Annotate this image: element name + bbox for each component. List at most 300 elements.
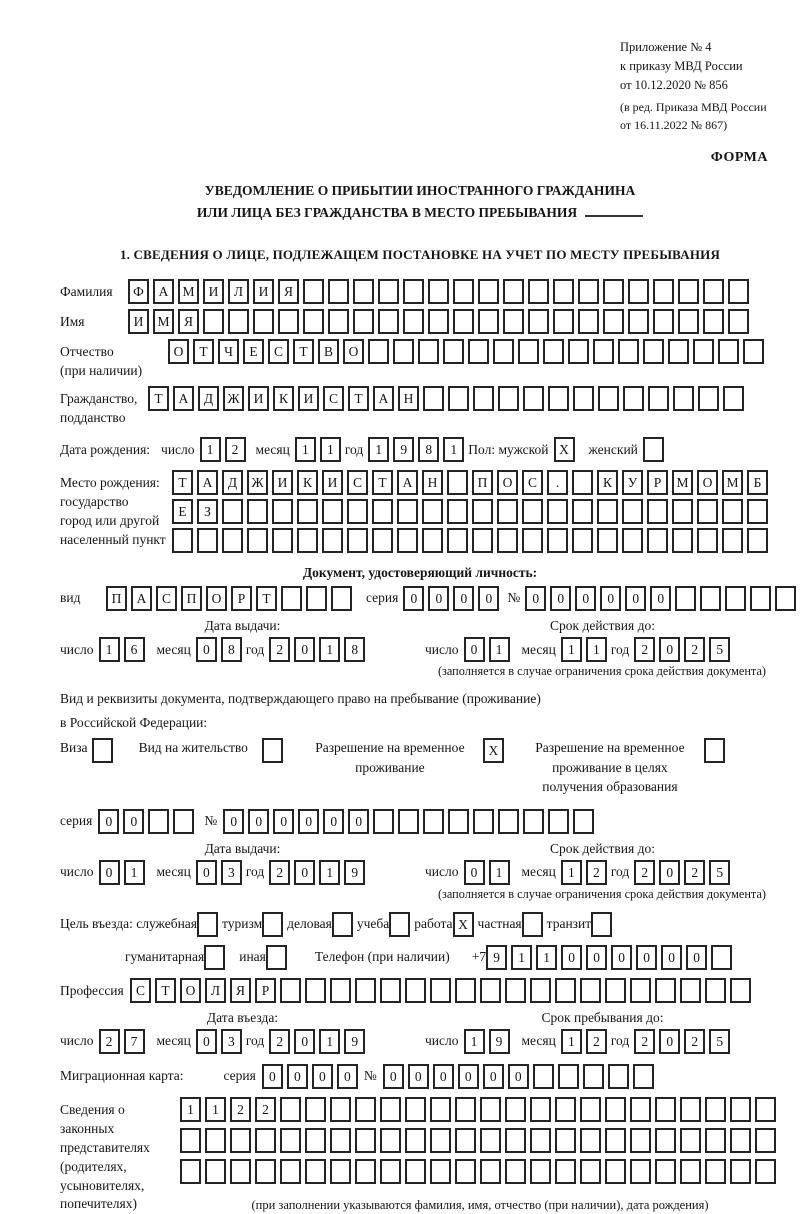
char-box[interactable] bbox=[555, 1097, 576, 1122]
char-box[interactable] bbox=[622, 528, 643, 553]
char-box[interactable]: З bbox=[197, 499, 218, 524]
char-box[interactable] bbox=[591, 912, 612, 937]
char-box[interactable] bbox=[203, 309, 224, 334]
char-box[interactable] bbox=[605, 1097, 626, 1122]
birth-year-boxes[interactable] bbox=[368, 437, 468, 462]
char-box[interactable]: 5 bbox=[709, 637, 730, 662]
char-box[interactable]: М bbox=[153, 309, 174, 334]
purpose-study-checkbox[interactable] bbox=[389, 912, 414, 937]
char-box[interactable] bbox=[603, 279, 624, 304]
char-box[interactable] bbox=[418, 339, 439, 364]
char-box[interactable]: 0 bbox=[337, 1064, 358, 1089]
char-box[interactable]: И bbox=[272, 470, 293, 495]
char-box[interactable] bbox=[297, 499, 318, 524]
char-box[interactable] bbox=[593, 339, 614, 364]
char-box[interactable]: Е bbox=[243, 339, 264, 364]
char-box[interactable] bbox=[580, 978, 601, 1003]
char-box[interactable]: Т bbox=[148, 386, 169, 411]
char-box[interactable] bbox=[725, 586, 746, 611]
char-box[interactable] bbox=[422, 528, 443, 553]
char-box[interactable] bbox=[573, 386, 594, 411]
char-box[interactable] bbox=[331, 586, 352, 611]
entry-day-boxes[interactable] bbox=[99, 1029, 149, 1054]
char-box[interactable]: Л bbox=[228, 279, 249, 304]
char-box[interactable] bbox=[204, 945, 225, 970]
char-box[interactable]: С bbox=[522, 470, 543, 495]
char-box[interactable] bbox=[280, 1128, 301, 1153]
char-box[interactable]: Я bbox=[278, 279, 299, 304]
char-box[interactable]: 0 bbox=[464, 860, 485, 885]
char-box[interactable]: 0 bbox=[428, 586, 449, 611]
permit-issue-day-boxes[interactable] bbox=[99, 860, 149, 885]
char-box[interactable] bbox=[747, 499, 768, 524]
char-box[interactable] bbox=[455, 1159, 476, 1184]
char-box[interactable] bbox=[398, 809, 419, 834]
char-box[interactable] bbox=[405, 1128, 426, 1153]
char-box[interactable]: 0 bbox=[659, 1029, 680, 1054]
char-box[interactable] bbox=[272, 499, 293, 524]
char-box[interactable] bbox=[305, 1097, 326, 1122]
char-box[interactable]: 5 bbox=[709, 1029, 730, 1054]
char-box[interactable] bbox=[605, 1159, 626, 1184]
char-box[interactable]: 0 bbox=[636, 945, 657, 970]
char-box[interactable] bbox=[705, 978, 726, 1003]
char-box[interactable] bbox=[628, 279, 649, 304]
purpose-work-checkbox[interactable] bbox=[453, 912, 478, 937]
mig-number-boxes[interactable] bbox=[383, 1064, 658, 1089]
char-box[interactable] bbox=[430, 978, 451, 1003]
char-box[interactable] bbox=[578, 309, 599, 334]
char-box[interactable] bbox=[397, 499, 418, 524]
char-box[interactable] bbox=[428, 279, 449, 304]
char-box[interactable] bbox=[630, 1097, 651, 1122]
doc-number-boxes[interactable] bbox=[525, 586, 800, 611]
char-box[interactable] bbox=[378, 309, 399, 334]
char-box[interactable]: А bbox=[397, 470, 418, 495]
char-box[interactable]: И bbox=[248, 386, 269, 411]
char-box[interactable] bbox=[322, 528, 343, 553]
char-box[interactable] bbox=[228, 309, 249, 334]
char-box[interactable] bbox=[448, 386, 469, 411]
char-box[interactable] bbox=[330, 1159, 351, 1184]
char-box[interactable]: 0 bbox=[586, 945, 607, 970]
char-box[interactable]: Р bbox=[647, 470, 668, 495]
char-box[interactable] bbox=[497, 499, 518, 524]
char-box[interactable] bbox=[222, 499, 243, 524]
char-box[interactable]: О bbox=[343, 339, 364, 364]
char-box[interactable] bbox=[455, 1128, 476, 1153]
char-box[interactable] bbox=[530, 1128, 551, 1153]
char-box[interactable]: X bbox=[453, 912, 474, 937]
char-box[interactable] bbox=[472, 499, 493, 524]
char-box[interactable] bbox=[278, 309, 299, 334]
char-box[interactable] bbox=[380, 1097, 401, 1122]
profession-boxes[interactable] bbox=[130, 978, 755, 1003]
char-box[interactable] bbox=[704, 738, 725, 763]
char-box[interactable]: 0 bbox=[294, 1029, 315, 1054]
char-box[interactable]: 1 bbox=[464, 1029, 485, 1054]
char-box[interactable] bbox=[597, 499, 618, 524]
char-box[interactable] bbox=[373, 809, 394, 834]
char-box[interactable] bbox=[405, 978, 426, 1003]
char-box[interactable] bbox=[605, 978, 626, 1003]
char-box[interactable]: 1 bbox=[205, 1097, 226, 1122]
char-box[interactable]: 0 bbox=[273, 809, 294, 834]
char-box[interactable]: К bbox=[273, 386, 294, 411]
char-box[interactable] bbox=[723, 386, 744, 411]
char-box[interactable] bbox=[281, 586, 302, 611]
char-box[interactable] bbox=[480, 1097, 501, 1122]
char-box[interactable] bbox=[328, 309, 349, 334]
char-box[interactable]: А bbox=[197, 470, 218, 495]
char-box[interactable]: Т bbox=[193, 339, 214, 364]
char-box[interactable] bbox=[547, 499, 568, 524]
char-box[interactable] bbox=[306, 586, 327, 611]
char-box[interactable]: П bbox=[472, 470, 493, 495]
purpose-other-checkbox[interactable] bbox=[266, 945, 291, 970]
char-box[interactable] bbox=[680, 1159, 701, 1184]
char-box[interactable]: 1 bbox=[319, 637, 340, 662]
char-box[interactable]: 0 bbox=[262, 1064, 283, 1089]
char-box[interactable] bbox=[522, 528, 543, 553]
char-box[interactable] bbox=[92, 738, 113, 763]
doc-issue-day-boxes[interactable] bbox=[99, 637, 149, 662]
char-box[interactable]: 0 bbox=[433, 1064, 454, 1089]
char-box[interactable] bbox=[272, 528, 293, 553]
char-box[interactable] bbox=[247, 528, 268, 553]
char-box[interactable] bbox=[253, 309, 274, 334]
char-box[interactable] bbox=[711, 945, 732, 970]
char-box[interactable] bbox=[455, 1097, 476, 1122]
char-box[interactable] bbox=[680, 1097, 701, 1122]
char-box[interactable] bbox=[558, 1064, 579, 1089]
char-box[interactable]: 0 bbox=[287, 1064, 308, 1089]
char-box[interactable]: 1 bbox=[536, 945, 557, 970]
char-box[interactable]: 3 bbox=[221, 1029, 242, 1054]
char-box[interactable] bbox=[443, 339, 464, 364]
char-box[interactable]: 8 bbox=[418, 437, 439, 462]
char-box[interactable]: 2 bbox=[684, 637, 705, 662]
char-box[interactable]: 5 bbox=[709, 860, 730, 885]
char-box[interactable] bbox=[530, 1159, 551, 1184]
birth-day-boxes[interactable] bbox=[200, 437, 250, 462]
char-box[interactable] bbox=[568, 339, 589, 364]
char-box[interactable]: Е bbox=[172, 499, 193, 524]
char-box[interactable]: К bbox=[297, 470, 318, 495]
char-box[interactable]: 0 bbox=[525, 586, 546, 611]
char-box[interactable]: Т bbox=[293, 339, 314, 364]
char-box[interactable]: И bbox=[322, 470, 343, 495]
char-box[interactable]: О bbox=[206, 586, 227, 611]
char-box[interactable] bbox=[755, 1159, 776, 1184]
char-box[interactable]: 1 bbox=[561, 1029, 582, 1054]
char-box[interactable]: 0 bbox=[686, 945, 707, 970]
char-box[interactable]: 0 bbox=[408, 1064, 429, 1089]
char-box[interactable]: 2 bbox=[269, 860, 290, 885]
char-box[interactable] bbox=[493, 339, 514, 364]
char-box[interactable] bbox=[728, 279, 749, 304]
char-box[interactable]: 0 bbox=[383, 1064, 404, 1089]
char-box[interactable] bbox=[653, 309, 674, 334]
char-box[interactable] bbox=[305, 1128, 326, 1153]
char-box[interactable]: 1 bbox=[320, 437, 341, 462]
char-box[interactable]: 6 bbox=[124, 637, 145, 662]
char-box[interactable]: Т bbox=[172, 470, 193, 495]
char-box[interactable]: 0 bbox=[458, 1064, 479, 1089]
char-box[interactable]: И bbox=[253, 279, 274, 304]
char-box[interactable] bbox=[680, 1128, 701, 1153]
char-box[interactable] bbox=[423, 386, 444, 411]
stay-day-boxes[interactable] bbox=[464, 1029, 514, 1054]
char-box[interactable]: X bbox=[483, 738, 504, 763]
entry-year-boxes[interactable] bbox=[269, 1029, 369, 1054]
char-box[interactable] bbox=[680, 978, 701, 1003]
char-box[interactable] bbox=[230, 1159, 251, 1184]
phone-boxes[interactable] bbox=[486, 945, 736, 970]
char-box[interactable] bbox=[330, 1128, 351, 1153]
char-box[interactable] bbox=[172, 528, 193, 553]
char-box[interactable] bbox=[703, 309, 724, 334]
char-box[interactable] bbox=[453, 309, 474, 334]
char-box[interactable]: С bbox=[130, 978, 151, 1003]
char-box[interactable] bbox=[630, 978, 651, 1003]
char-box[interactable] bbox=[743, 339, 764, 364]
char-box[interactable] bbox=[372, 528, 393, 553]
char-box[interactable]: К bbox=[597, 470, 618, 495]
title-blank-line[interactable] bbox=[585, 203, 643, 217]
char-box[interactable] bbox=[197, 528, 218, 553]
char-box[interactable] bbox=[480, 978, 501, 1003]
char-box[interactable] bbox=[750, 586, 771, 611]
char-box[interactable]: 3 bbox=[221, 860, 242, 885]
char-box[interactable] bbox=[548, 386, 569, 411]
char-box[interactable]: 0 bbox=[600, 586, 621, 611]
char-box[interactable]: 0 bbox=[575, 586, 596, 611]
char-box[interactable]: 0 bbox=[248, 809, 269, 834]
permit-issue-month-boxes[interactable] bbox=[196, 860, 246, 885]
char-box[interactable] bbox=[423, 809, 444, 834]
char-box[interactable] bbox=[473, 386, 494, 411]
char-box[interactable] bbox=[280, 978, 301, 1003]
char-box[interactable]: С bbox=[323, 386, 344, 411]
char-box[interactable] bbox=[447, 528, 468, 553]
char-box[interactable] bbox=[528, 309, 549, 334]
char-box[interactable]: 9 bbox=[489, 1029, 510, 1054]
char-box[interactable]: Р bbox=[231, 586, 252, 611]
visa-checkbox[interactable] bbox=[92, 738, 117, 763]
char-box[interactable] bbox=[330, 1097, 351, 1122]
char-box[interactable] bbox=[548, 809, 569, 834]
char-box[interactable] bbox=[555, 1128, 576, 1153]
char-box[interactable] bbox=[397, 528, 418, 553]
char-box[interactable]: Н bbox=[422, 470, 443, 495]
char-box[interactable] bbox=[448, 809, 469, 834]
mig-series-boxes[interactable] bbox=[262, 1064, 362, 1089]
char-box[interactable]: 0 bbox=[196, 860, 217, 885]
char-box[interactable] bbox=[655, 1097, 676, 1122]
char-box[interactable] bbox=[730, 1128, 751, 1153]
char-box[interactable] bbox=[672, 528, 693, 553]
char-box[interactable] bbox=[572, 470, 593, 495]
char-box[interactable]: 2 bbox=[225, 437, 246, 462]
temp-residence-edu-checkbox[interactable] bbox=[704, 738, 729, 763]
char-box[interactable]: 0 bbox=[312, 1064, 333, 1089]
char-box[interactable] bbox=[353, 279, 374, 304]
char-box[interactable]: 9 bbox=[344, 1029, 365, 1054]
char-box[interactable] bbox=[422, 499, 443, 524]
char-box[interactable] bbox=[478, 309, 499, 334]
char-box[interactable] bbox=[430, 1128, 451, 1153]
char-box[interactable] bbox=[255, 1159, 276, 1184]
char-box[interactable] bbox=[332, 912, 353, 937]
surname-boxes[interactable] bbox=[128, 279, 753, 304]
char-box[interactable] bbox=[180, 1159, 201, 1184]
char-box[interactable] bbox=[553, 309, 574, 334]
char-box[interactable] bbox=[622, 499, 643, 524]
char-box[interactable] bbox=[368, 339, 389, 364]
char-box[interactable] bbox=[347, 499, 368, 524]
char-box[interactable]: Т bbox=[372, 470, 393, 495]
legal-reps-line2[interactable] bbox=[180, 1128, 780, 1153]
char-box[interactable] bbox=[372, 499, 393, 524]
stay-year-boxes[interactable] bbox=[634, 1029, 734, 1054]
char-box[interactable] bbox=[523, 386, 544, 411]
char-box[interactable] bbox=[655, 1128, 676, 1153]
purpose-official-checkbox[interactable] bbox=[197, 912, 222, 937]
char-box[interactable]: П bbox=[181, 586, 202, 611]
char-box[interactable] bbox=[180, 1128, 201, 1153]
permit-valid-month-boxes[interactable] bbox=[561, 860, 611, 885]
char-box[interactable]: О bbox=[697, 470, 718, 495]
char-box[interactable] bbox=[580, 1128, 601, 1153]
doc-valid-day-boxes[interactable] bbox=[464, 637, 514, 662]
char-box[interactable]: 1 bbox=[443, 437, 464, 462]
char-box[interactable]: 1 bbox=[368, 437, 389, 462]
char-box[interactable] bbox=[755, 1097, 776, 1122]
purpose-humanitarian-checkbox[interactable] bbox=[204, 945, 229, 970]
doc-issue-year-boxes[interactable] bbox=[269, 637, 369, 662]
char-box[interactable]: И bbox=[203, 279, 224, 304]
char-box[interactable]: 9 bbox=[344, 860, 365, 885]
char-box[interactable]: 0 bbox=[650, 586, 671, 611]
char-box[interactable]: Р bbox=[255, 978, 276, 1003]
char-box[interactable] bbox=[547, 528, 568, 553]
char-box[interactable] bbox=[173, 809, 194, 834]
doc-valid-year-boxes[interactable] bbox=[634, 637, 734, 662]
birth-place-line2[interactable] bbox=[172, 499, 772, 524]
char-box[interactable] bbox=[722, 499, 743, 524]
char-box[interactable] bbox=[523, 809, 544, 834]
char-box[interactable] bbox=[468, 339, 489, 364]
sex-female-checkbox[interactable] bbox=[643, 437, 668, 462]
char-box[interactable] bbox=[628, 309, 649, 334]
char-box[interactable] bbox=[555, 1159, 576, 1184]
char-box[interactable] bbox=[262, 912, 283, 937]
char-box[interactable] bbox=[678, 279, 699, 304]
char-box[interactable]: И bbox=[128, 309, 149, 334]
char-box[interactable] bbox=[597, 528, 618, 553]
char-box[interactable] bbox=[572, 499, 593, 524]
char-box[interactable]: 0 bbox=[611, 945, 632, 970]
char-box[interactable]: Ж bbox=[247, 470, 268, 495]
char-box[interactable]: 0 bbox=[508, 1064, 529, 1089]
residence-permit-checkbox[interactable] bbox=[262, 738, 287, 763]
char-box[interactable] bbox=[718, 339, 739, 364]
birth-place-line1[interactable] bbox=[172, 470, 772, 495]
char-box[interactable] bbox=[693, 339, 714, 364]
char-box[interactable]: 2 bbox=[586, 860, 607, 885]
char-box[interactable] bbox=[266, 945, 287, 970]
purpose-tourism-checkbox[interactable] bbox=[262, 912, 287, 937]
permit-series-boxes[interactable] bbox=[98, 809, 198, 834]
doc-type-boxes[interactable] bbox=[106, 586, 356, 611]
char-box[interactable] bbox=[603, 309, 624, 334]
char-box[interactable]: 1 bbox=[200, 437, 221, 462]
char-box[interactable] bbox=[222, 528, 243, 553]
entry-month-boxes[interactable] bbox=[196, 1029, 246, 1054]
char-box[interactable] bbox=[503, 309, 524, 334]
char-box[interactable] bbox=[322, 499, 343, 524]
char-box[interactable]: Т bbox=[155, 978, 176, 1003]
char-box[interactable] bbox=[473, 809, 494, 834]
char-box[interactable]: Б bbox=[747, 470, 768, 495]
char-box[interactable]: Я bbox=[178, 309, 199, 334]
char-box[interactable] bbox=[572, 528, 593, 553]
char-box[interactable]: Л bbox=[205, 978, 226, 1003]
char-box[interactable] bbox=[148, 809, 169, 834]
char-box[interactable] bbox=[255, 1128, 276, 1153]
char-box[interactable]: 0 bbox=[123, 809, 144, 834]
char-box[interactable] bbox=[647, 499, 668, 524]
char-box[interactable]: 2 bbox=[684, 1029, 705, 1054]
char-box[interactable] bbox=[605, 1128, 626, 1153]
char-box[interactable] bbox=[703, 279, 724, 304]
char-box[interactable] bbox=[355, 1097, 376, 1122]
char-box[interactable]: Н bbox=[398, 386, 419, 411]
char-box[interactable] bbox=[380, 1128, 401, 1153]
char-box[interactable]: 0 bbox=[294, 860, 315, 885]
char-box[interactable]: 0 bbox=[659, 860, 680, 885]
permit-number-boxes[interactable] bbox=[223, 809, 598, 834]
char-box[interactable]: 1 bbox=[511, 945, 532, 970]
char-box[interactable] bbox=[480, 1128, 501, 1153]
char-box[interactable] bbox=[573, 809, 594, 834]
char-box[interactable] bbox=[643, 339, 664, 364]
char-box[interactable]: 1 bbox=[489, 637, 510, 662]
char-box[interactable]: 0 bbox=[478, 586, 499, 611]
char-box[interactable] bbox=[623, 386, 644, 411]
char-box[interactable]: 1 bbox=[99, 637, 120, 662]
char-box[interactable]: 1 bbox=[295, 437, 316, 462]
char-box[interactable]: 0 bbox=[483, 1064, 504, 1089]
char-box[interactable]: Д bbox=[198, 386, 219, 411]
char-box[interactable]: 0 bbox=[659, 637, 680, 662]
char-box[interactable] bbox=[705, 1097, 726, 1122]
char-box[interactable]: Ф bbox=[128, 279, 149, 304]
char-box[interactable] bbox=[403, 309, 424, 334]
char-box[interactable] bbox=[378, 279, 399, 304]
char-box[interactable] bbox=[480, 1159, 501, 1184]
citizenship-boxes[interactable] bbox=[148, 386, 748, 411]
char-box[interactable] bbox=[447, 499, 468, 524]
char-box[interactable] bbox=[653, 279, 674, 304]
char-box[interactable] bbox=[280, 1159, 301, 1184]
given-name-boxes[interactable] bbox=[128, 309, 753, 334]
char-box[interactable] bbox=[643, 437, 664, 462]
char-box[interactable]: 2 bbox=[634, 860, 655, 885]
char-box[interactable] bbox=[555, 978, 576, 1003]
char-box[interactable]: 0 bbox=[196, 637, 217, 662]
